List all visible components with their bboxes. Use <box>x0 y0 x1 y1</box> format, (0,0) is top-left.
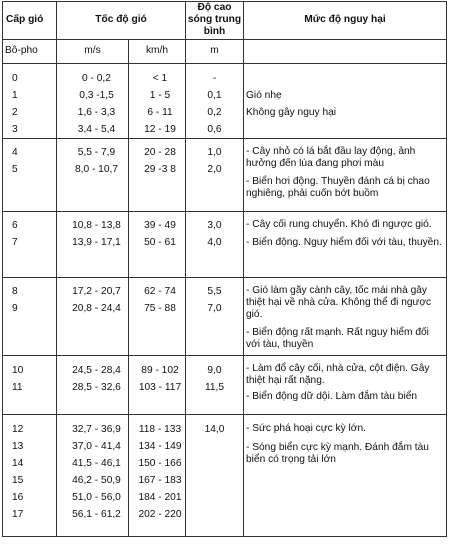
speed-ms-value: 24,5 - 28,4 <box>72 364 121 376</box>
header-danger-level: Mức độ nguy hại <box>244 2 447 40</box>
wave-value: 11,5 <box>204 381 225 393</box>
speed-kmh-value: 50 - 61 <box>144 236 176 248</box>
wave-cell <box>186 211 244 277</box>
speed-ms-value: 56,1 - 61,2 <box>72 508 121 520</box>
wave-cell <box>186 277 244 355</box>
speed-ms-cell <box>57 414 129 536</box>
speed-kmh-cell <box>129 138 186 211</box>
unit-kmh: km/h <box>129 39 186 63</box>
danger-text: - Cây cối rung chuyển. Khó đi ngược gió. <box>246 218 432 230</box>
beaufort-scale-table <box>2 1 447 537</box>
speed-ms-value: 51,0 - 56,0 <box>72 491 121 503</box>
wave-cell <box>186 138 244 211</box>
danger-cell <box>244 414 447 536</box>
level-value: 16 <box>12 491 24 503</box>
speed-kmh-cell <box>129 211 186 277</box>
speed-ms-value: 46,2 - 50,9 <box>72 474 121 486</box>
speed-ms-value: 3,4 - 5,4 <box>77 123 116 135</box>
level-value: 5 <box>12 163 18 175</box>
level-value: 0 <box>12 72 18 84</box>
danger-text: - Sóng biển cực kỳ mạnh. Đánh đắm tàu biển có trọng tải lớn <box>246 441 429 465</box>
level-value: 8 <box>12 285 18 297</box>
speed-ms-cell <box>57 355 129 414</box>
group-10-11 <box>3 355 447 414</box>
speed-kmh-cell <box>129 355 186 414</box>
speed-kmh-cell <box>129 414 186 536</box>
speed-kmh-value: 202 - 220 <box>138 508 182 520</box>
wave-value: 4,0 <box>207 236 222 248</box>
wave-value: - <box>212 72 217 84</box>
speed-kmh-value: 6 - 11 <box>147 106 173 118</box>
unit-wave: m <box>186 39 244 63</box>
danger-text: - Biển hơi động. Thuyền đánh cá bị chao nghiêng, phải cuốn bớt buồm <box>246 175 430 199</box>
level-cell <box>3 277 57 355</box>
speed-kmh-value: 20 - 28 <box>144 146 176 158</box>
wave-value: 2,0 <box>207 163 222 175</box>
danger-text: - Gió làm gãy cành cây, tốc mái nhà gây thiệt hại về nhà cửa. Không thể đi ngược gió. <box>246 284 432 320</box>
table-row <box>3 138 447 211</box>
level-value: 10 <box>12 364 24 376</box>
level-value: 17 <box>12 508 24 520</box>
danger-text: - Biển động. Nguy hiểm đối với tàu, thuyền. <box>246 236 442 248</box>
level-value: 1 <box>12 89 18 101</box>
speed-kmh-value: 103 - 117 <box>138 381 182 393</box>
wave-value: 3,0 <box>207 219 222 231</box>
wave-value: 9,0 <box>207 364 222 376</box>
wave-cell <box>186 414 244 536</box>
speed-ms-value: 10,8 - 13,8 <box>72 219 121 231</box>
wave-cell <box>186 355 244 414</box>
speed-kmh-cell <box>129 63 186 138</box>
level-value: 2 <box>12 106 18 118</box>
speed-kmh-value: 118 - 133 <box>138 423 182 435</box>
speed-kmh-value: 75 - 88 <box>144 302 176 314</box>
level-cell <box>3 355 57 414</box>
level-value: 6 <box>12 219 18 231</box>
level-value: 13 <box>12 440 24 452</box>
speed-ms-value: 13,9 - 17,1 <box>72 236 121 248</box>
danger-cell <box>244 63 447 138</box>
speed-ms-value: 0 - 0,2 <box>82 72 111 84</box>
speed-ms-value: 20,8 - 24,4 <box>72 302 121 314</box>
speed-ms-value: 8,0 - 10,7 <box>74 163 119 175</box>
level-value: 14 <box>12 457 24 469</box>
danger-text <box>246 70 443 87</box>
danger-cell <box>244 211 447 277</box>
header-level: Cấp gió <box>3 2 57 40</box>
speed-ms-value: 0,3 -1,5 <box>79 89 114 101</box>
speed-kmh-value: 1 - 5 <box>149 89 171 101</box>
speed-ms-cell <box>57 138 129 211</box>
table-row <box>3 355 447 414</box>
level-cell <box>3 63 57 138</box>
table-row <box>3 211 447 277</box>
header-row <box>3 2 447 40</box>
speed-kmh-cell <box>129 277 186 355</box>
wave-value: 7,0 <box>207 302 222 314</box>
danger-text <box>246 121 443 138</box>
level-value: 15 <box>12 474 24 486</box>
speed-kmh-value: 62 - 74 <box>144 285 176 297</box>
speed-ms-value: 37,0 - 41,4 <box>72 440 121 452</box>
header-wave-height: Độ cao sóng trung bình <box>186 2 244 40</box>
danger-cell <box>244 277 447 355</box>
speed-kmh-value: 39 - 49 <box>144 219 176 231</box>
wave-value: 5,5 <box>207 285 222 297</box>
danger-cell <box>244 355 447 414</box>
wave-value: 14,0 <box>204 423 225 435</box>
speed-kmh-value: 150 - 166 <box>138 457 182 469</box>
speed-ms-value: 28,5 - 32,6 <box>72 381 121 393</box>
level-value: 7 <box>12 236 18 248</box>
level-cell <box>3 414 57 536</box>
speed-kmh-value: 29 -3 8 <box>144 163 176 175</box>
speed-kmh-value: < 1 <box>152 72 168 84</box>
wave-value: 0,2 <box>207 106 222 118</box>
speed-kmh-value: 12 - 19 <box>144 123 176 135</box>
beaufort-table-container <box>2 1 446 546</box>
unit-level: Bô-pho <box>3 39 57 63</box>
wave-value: 0,6 <box>207 123 222 135</box>
group-4-5 <box>3 138 447 211</box>
table-row <box>3 414 447 536</box>
level-value: 9 <box>12 302 18 314</box>
units-row <box>3 39 447 63</box>
speed-ms-value: 32,7 - 36,9 <box>72 423 121 435</box>
speed-ms-value: 1,6 - 3,3 <box>77 106 116 118</box>
danger-text: - Làm đổ cây cối, nhà cửa, cột điện. Gây thiệt hại rất nặng. <box>246 362 430 386</box>
danger-text: - Biển động rất mạnh. Rất nguy hiểm đối với tàu, thuyền <box>246 326 429 350</box>
danger-text: Không gây nguy hại <box>246 106 337 118</box>
speed-kmh-value: 184 - 201 <box>138 491 182 503</box>
speed-ms-cell <box>57 63 129 138</box>
group-12-17 <box>3 414 447 536</box>
danger-text: - Cây nhỏ có lá bắt đầu lay động, ảnh hưởng đến lúa đang phơi màu <box>246 145 416 169</box>
table-row <box>3 63 447 138</box>
speed-ms-value: 5,5 - 7,9 <box>77 146 116 158</box>
group-6-7 <box>3 211 447 277</box>
danger-text: - Biển động dữ dội. Làm đắm tàu biển <box>246 390 418 402</box>
wave-cell <box>186 63 244 138</box>
speed-ms-cell <box>57 277 129 355</box>
level-value: 11 <box>12 381 23 393</box>
danger-text: - Sức phá hoại cực kỳ lớn. <box>246 422 366 434</box>
table-row <box>3 277 447 355</box>
danger-text: Gió nhẹ <box>246 89 282 101</box>
level-value: 12 <box>12 423 24 435</box>
group-0-3 <box>3 63 447 138</box>
speed-kmh-value: 89 - 102 <box>141 364 179 376</box>
speed-ms-cell <box>57 211 129 277</box>
level-value: 4 <box>12 146 18 158</box>
group-8-9 <box>3 277 447 355</box>
header-wind-speed: Tốc độ gió <box>57 2 186 40</box>
speed-ms-value: 17,2 - 20,7 <box>72 285 121 297</box>
wave-value: 1,0 <box>207 146 222 158</box>
speed-ms-value: 41,5 - 46,1 <box>72 457 121 469</box>
speed-kmh-value: 167 - 183 <box>138 474 182 486</box>
level-cell <box>3 211 57 277</box>
level-value: 3 <box>12 123 18 135</box>
unit-ms: m/s <box>57 39 129 63</box>
speed-kmh-value: 134 - 149 <box>138 440 182 452</box>
danger-cell <box>244 138 447 211</box>
level-cell <box>3 138 57 211</box>
wave-value: 0,1 <box>207 89 222 101</box>
unit-danger <box>244 39 447 63</box>
